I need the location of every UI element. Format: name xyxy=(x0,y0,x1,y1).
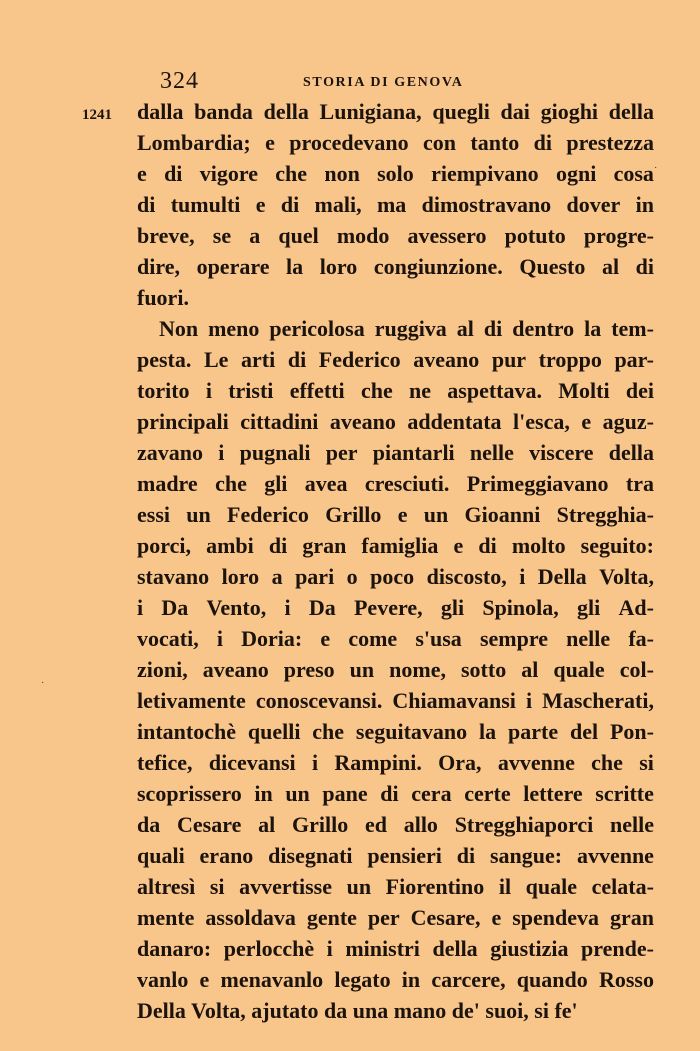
text-line: zavano i pugnali per piantarli nelle viscere della xyxy=(137,440,654,465)
text-line: dalla banda della Lunigiana, quegli dai gioghi della xyxy=(137,99,654,124)
text-line: vanlo e menavanlo legato in carcere, quando Rosso xyxy=(137,967,654,992)
margin-mark: ˙ xyxy=(654,166,658,177)
margin-mark: ˙ xyxy=(41,681,45,692)
text-line: pesta. Le arti di Federico aveano pur troppo par- xyxy=(137,347,654,372)
running-head: STORIA DI GENOVA xyxy=(303,75,464,90)
paragraph xyxy=(137,96,654,313)
text-line: letivamente conoscevansi. Chiamavansi i Mascherati, xyxy=(137,688,654,713)
body-text xyxy=(137,96,654,1026)
text-line: torito i tristi effetti che ne aspettava. Molti dei xyxy=(137,378,654,403)
text-line: danaro: perlocchè i ministri della giustizia prende- xyxy=(137,936,654,961)
text-line: quali erano disegnati pensieri di sangue: avvenne xyxy=(137,843,654,868)
text-line: e di vigore che non solo riempivano ogni cosa xyxy=(137,161,654,186)
text-line: porci, ambi di gran famiglia e di molto seguito: xyxy=(137,533,654,558)
margin-year-note: 1241 xyxy=(82,107,112,123)
text-line: da Cesare al Grillo ed allo Stregghiaporci nelle xyxy=(137,812,654,837)
text-line: stavano loro a pari o poco discosto, i Della Volta, xyxy=(137,564,654,589)
text-line: mente assoldava gente per Cesare, e spendeva gran xyxy=(137,905,654,930)
text-line: tefice, dicevansi i Rampini. Ora, avvenne che si xyxy=(137,750,654,775)
text-line: principali cittadini aveano addentata l'esca, e aguz- xyxy=(137,409,654,434)
paragraph xyxy=(137,313,654,1026)
page-number: 324 xyxy=(160,68,199,94)
text-line: dire, operare la loro congiunzione. Questo al di xyxy=(137,254,654,279)
text-line: Non meno pericolosa ruggiva al di dentro la tem- xyxy=(159,316,654,341)
text-line: breve, se a quel modo avessero potuto progre- xyxy=(137,223,654,248)
text-line: altresì si avvertisse un Fiorentino il quale celata- xyxy=(137,874,654,899)
text-line: Lombardia; e procedevano con tanto di prestezza xyxy=(137,130,654,155)
text-line: essi un Federico Grillo e un Gioanni Stregghia- xyxy=(137,502,654,527)
text-line: fuori. xyxy=(137,285,189,310)
text-line: vocati, i Doria: e come s'usa sempre nelle fa- xyxy=(137,626,654,651)
text-line: di tumulti e di mali, ma dimostravano dover in xyxy=(137,192,654,217)
text-line: i Da Vento, i Da Pevere, gli Spinola, gli Ad- xyxy=(137,595,654,620)
text-line: scoprissero in un pane di cera certe lettere scritte xyxy=(137,781,654,806)
text-line: Della Volta, ajutato da una mano de' suoi, si fe' xyxy=(137,998,578,1023)
text-line: zioni, aveano preso un nome, sotto al quale col- xyxy=(137,657,654,682)
text-line: intantochè quelli che seguitavano la parte del Pon- xyxy=(137,719,654,744)
text-line: madre che gli avea cresciuti. Primeggiavano tra xyxy=(137,471,654,496)
